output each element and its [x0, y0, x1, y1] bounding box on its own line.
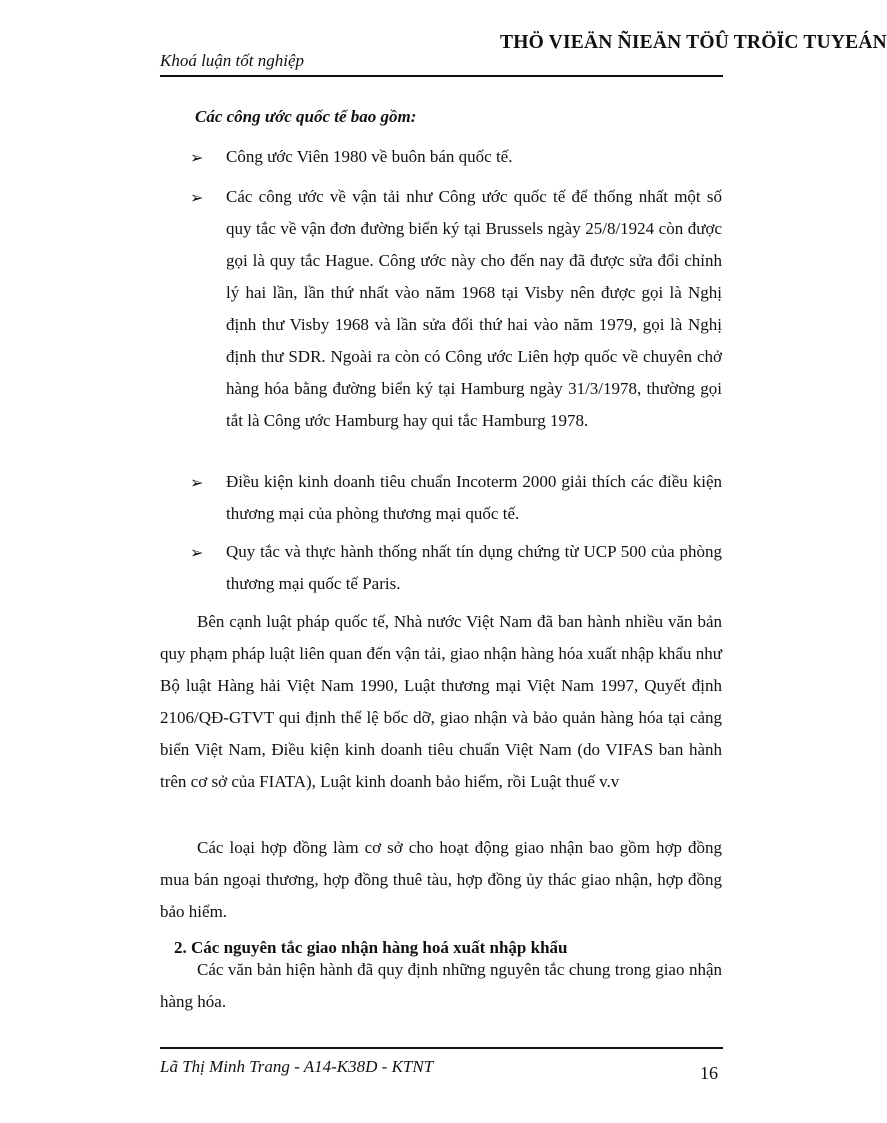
- bullet-item: Các công ước về vận tải như Công ước quốc tế để thống nhất một số quy tắc về vận đơn đường biển ký tại Brussels ngày 25/8/1924 còn được gọi là quy tắc Hague. Công ước này cho đến nay đã được sửa đổi chỉnh lý hai lần, lần thứ nhất vào năm 1968 tại Visby nên được gọi là Nghị định thư Visby 1968 và lần sửa đổi thứ hai vào năm 1979, gọi là Nghị định thư SDR. Ngoài ra còn có Công ước Liên hợp quốc về chuyên chở hàng hóa bằng đường biển ký tại Hamburg ngày 31/3/1978, thường gọi tắt là Công ước Hamburg hay qui tắc Hamburg 1978.: [226, 187, 722, 430]
- section-heading: Các công ước quốc tế bao gồm:: [195, 107, 417, 126]
- bullet-arrow-icon: ➢: [190, 545, 204, 562]
- subheading: 2. Các nguyên tắc giao nhận hàng hoá xuất nhập khẩu: [174, 938, 568, 957]
- bullet-item: Quy tắc và thực hành thống nhất tín dụng chứng từ UCP 500 của phòng thương mại quốc tế Paris.: [226, 542, 722, 593]
- bullet-item: Điều kiện kinh doanh tiêu chuẩn Incoterm 2000 giải thích các điều kiện thương mại của phòng thương mại quốc tế.: [226, 472, 722, 523]
- bullet-arrow-icon: ➢: [190, 190, 204, 207]
- page-number: 16: [700, 1063, 718, 1083]
- body-paragraph: Bên cạnh luật pháp quốc tế, Nhà nước Việt Nam đã ban hành nhiều văn bản quy phạm pháp luật liên quan đến vận tải, giao nhận hàng hóa xuất nhập khẩu như Bộ luật Hàng hải Việt Nam 1990, Luật thương mại Việt Nam 1997, Quyết định 2106/QĐ-GTVT qui định thể lệ bốc dỡ, giao nhận và bảo quản hàng hóa tại cảng biển Việt Nam, Điều kiện kinh doanh tiêu chuẩn Việt Nam (do VIFAS ban hành trên cơ sở của FIATA), Luật kinh doanh bảo hiểm, rồi Luật thuế v.v: [160, 612, 722, 791]
- footer-divider: [160, 1047, 723, 1049]
- header-document-title: Khoá luận tốt nghiệp: [160, 51, 305, 70]
- bullet-arrow-icon: ➢: [190, 475, 204, 492]
- bullet-item: Công ước Viên 1980 về buôn bán quốc tế.: [226, 147, 513, 166]
- header-divider: [160, 75, 723, 77]
- body-paragraph: Các loại hợp đồng làm cơ sở cho hoạt động giao nhận bao gồm hợp đồng mua bán ngoại thương, hợp đồng thuê tàu, hợp đồng ủy thác giao nhận, hợp đồng bảo hiểm.: [160, 838, 722, 921]
- body-paragraph: Các văn bản hiện hành đã quy định những nguyên tắc chung trong giao nhận hàng hóa.: [160, 960, 722, 1011]
- header-library-label: THÖ VIEÄN ÑIEÄN TÖÛ TRÖÏC TUYEÁN: [500, 32, 887, 53]
- bullet-arrow-icon: ➢: [190, 150, 204, 167]
- footer-author: Lã Thị Minh Trang - A14-K38D - KTNT: [160, 1057, 434, 1076]
